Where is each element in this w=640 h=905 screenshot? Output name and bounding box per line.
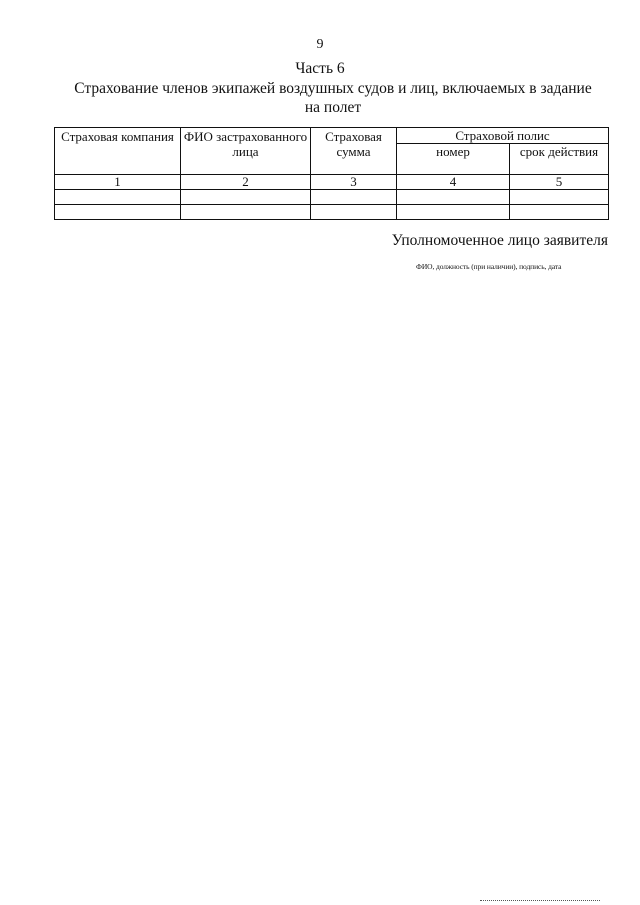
section-title: Страхование членов экипажей воздушных судов и лиц, включаемых в задание на полет — [74, 80, 592, 116]
header-insurance-policy: Страховой полис — [397, 128, 609, 144]
header-insured-sum: Страховая сумма — [311, 128, 397, 175]
part-title: Часть 6 — [295, 60, 345, 77]
header-policy-number: номер — [397, 144, 510, 175]
table-cell[interactable] — [181, 205, 311, 220]
column-number: 3 — [311, 175, 397, 190]
signer-title: Уполномоченное лицо заявителя — [391, 232, 608, 249]
insurance-table — [54, 127, 609, 220]
table-cell[interactable] — [397, 190, 510, 205]
table-cell[interactable] — [397, 205, 510, 220]
header-insured-name: ФИО застрахованного лица — [181, 128, 311, 175]
column-number: 5 — [510, 175, 609, 190]
table-cell[interactable] — [311, 190, 397, 205]
table-cell[interactable] — [311, 205, 397, 220]
table-cell[interactable] — [510, 205, 609, 220]
table-cell[interactable] — [55, 190, 181, 205]
page-number: 9 — [316, 37, 324, 52]
table-cell[interactable] — [510, 190, 609, 205]
column-number: 4 — [397, 175, 510, 190]
column-number: 2 — [181, 175, 311, 190]
table-row — [55, 205, 609, 220]
scan-edge-mark — [480, 900, 600, 902]
signer-caption: ФИО, должность (при наличии), подпись, дата — [416, 262, 562, 271]
column-number: 1 — [55, 175, 181, 190]
table-cell[interactable] — [181, 190, 311, 205]
table-cell[interactable] — [55, 205, 181, 220]
header-insurance-company: Страховая компания — [55, 128, 181, 175]
table-row — [55, 190, 609, 205]
column-number-row — [55, 175, 609, 190]
header-policy-term: срок действия — [510, 144, 609, 175]
table-header-row — [55, 128, 609, 144]
